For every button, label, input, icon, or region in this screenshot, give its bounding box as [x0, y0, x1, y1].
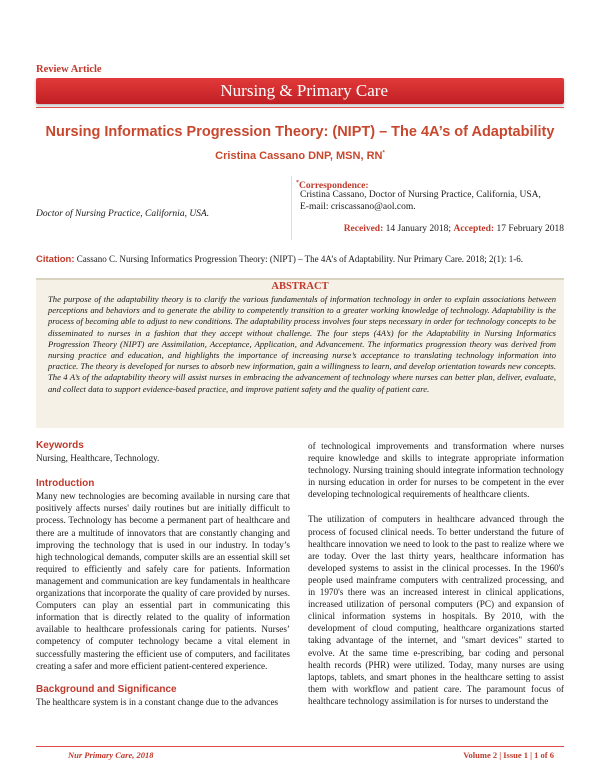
journal-banner: [36, 78, 564, 104]
column2-paragraph-1: of technological improvements and transformation where nurses require knowledge and skills to integrate appropriate information technology. Nursing training should integrate information technology in nursing education in order for nurses to be competent in the ever developing technological requirements of healthcare clients.: [308, 441, 564, 500]
keywords-text: Nursing, Healthcare, Technology.: [36, 453, 160, 464]
background-text: The healthcare system is in a constant change due to the advances: [36, 696, 279, 707]
citation-line: [36, 254, 576, 265]
correspondence-body: [300, 190, 568, 213]
received-label: Received:: [343, 224, 384, 234]
left-column: [36, 440, 290, 708]
banner-divider: [36, 107, 564, 108]
column2-paragraph-2: The utilization of computers in healthcare advanced through the process of focused clinical needs. To better understand the future of healthcare innovation we need to look to the past to realize where we are today. Over the last thirty years, healthcare information has developed systems to assist in the clinical processes. In the 1960's people used mainframe computers with centralized processing, and in 1970's there was an increased interest in clinical applications, increased utilization of personal computers (PC) and expansion of clinical information systems in hospitals. By 2010, with the development of cloud computing, healthcare organizations started taking advantage of the internet, and "smart devices" started to evolve. At the same time e-prescribing, bar coding and personal health records (PHR) were utilized. Today, many nurses are using laptops, tablets, and smart phones in the healthcare setting to assist them with workflow and patient care. The paramount focus of healthcare technology assimilation is for nurses to understand the: [308, 514, 564, 706]
received-date: 14 January 2018;: [385, 224, 452, 234]
footer-journal: Nur Primary Care, 2018: [68, 750, 154, 760]
citation-label: Citation:: [36, 254, 75, 265]
correspondence-heading: *Correspondence:: [296, 180, 369, 192]
article-title: Nursing Informatics Progression Theory: (NIPT) – The 4A’s of Adaptability: [45, 124, 555, 140]
introduction-heading: Introduction: [36, 478, 95, 490]
author-mark: *: [382, 150, 385, 157]
author-name: Cristina Cassano DNP, MSN, RN: [215, 150, 383, 162]
abstract-heading: ABSTRACT: [271, 281, 329, 292]
article-dates: [300, 224, 564, 234]
accepted-date: 17 February 2018: [496, 224, 564, 234]
footer-divider: [36, 746, 564, 747]
citation-text: Cassano C. Nursing Informatics Progression Theory: (NIPT) – The 4A’s of Adaptability. Nur Primary Care. 2018; 2(1): 1-6.: [76, 254, 524, 264]
introduction-text: Many new technologies are becoming available in nursing care that positively affects nurses' daily routines but are initially difficult to process. Technology has become a permanent part of healthcare and there are a multitude of innovators that are constantly changing and improving the technology that is used in our industry. In today’s high technological demands, computer skills are an essential skill set required to efficiently and safely care for patients. Information management and communication are key fundamentals in healthcare organizations that incorporate the quality of care provided by nurses. Computers can play an essential part in communicating this information that is directly related to the quality of information available to healthcare professionals caring for patients. Nurses’ competency of computer technology became a vital element in successfully mastering the efficient use of computers, and facilitates creating a safer and more efficient patient-centered experience.: [36, 491, 290, 671]
author-affiliation: Doctor of Nursing Practice, California, USA.: [36, 209, 210, 219]
correspondence-line-1: Cristina Cassano, Doctor of Nursing Practice, California, USA,: [300, 190, 541, 200]
author-line: [20, 150, 580, 162]
accepted-label: Accepted:: [453, 224, 495, 234]
footer-page-info: Volume 2 | Issue 1 | 1 of 6: [463, 750, 554, 760]
journal-name: Nursing & Primary Care: [220, 81, 388, 100]
abstract-text: The purpose of the adaptability theory is to clarify the various fundamentals of information technology in order to explain associations between perceptions and behaviors and to generate the ability to competently transition to a greater working knowledge of technology. Adaptability is the process of becoming able to adjust to new conditions. The adaptability process involves four steps necessary in order for technology concepts to be disseminated to nurses in a fashion that they accept without challenge. The four steps (4A’s) for the Adaptability in Nursing Informatics Progression Theory (NIPT) are Assimilation, Acceptance, Application, and Advancement. The informatics progression theory was derived from nursing practice and education, and highlights the importance of increasing nurse’s acceptance to translating technology information into practice. The theory is developed for nurses to absorb new information, gain a willingness to learn, and develop orientation towards new concepts. The 4 A’s of the adaptability theory will assist nurses in embracing the advancement of technology where nurses can better plan, deliver, evaluate, and collect data to support evidence-based practice, and improve patient safety and the quality of patient care.: [48, 294, 556, 394]
keywords-heading: Keywords: [36, 440, 84, 451]
right-column: [308, 440, 564, 707]
article-type-label: Review Article: [36, 64, 102, 75]
correspondence-email[interactable]: E-mail: criscassano@aol.com.: [300, 201, 416, 212]
correspondence-mark: *: [296, 180, 299, 186]
background-heading: Background and Significance: [36, 683, 177, 695]
